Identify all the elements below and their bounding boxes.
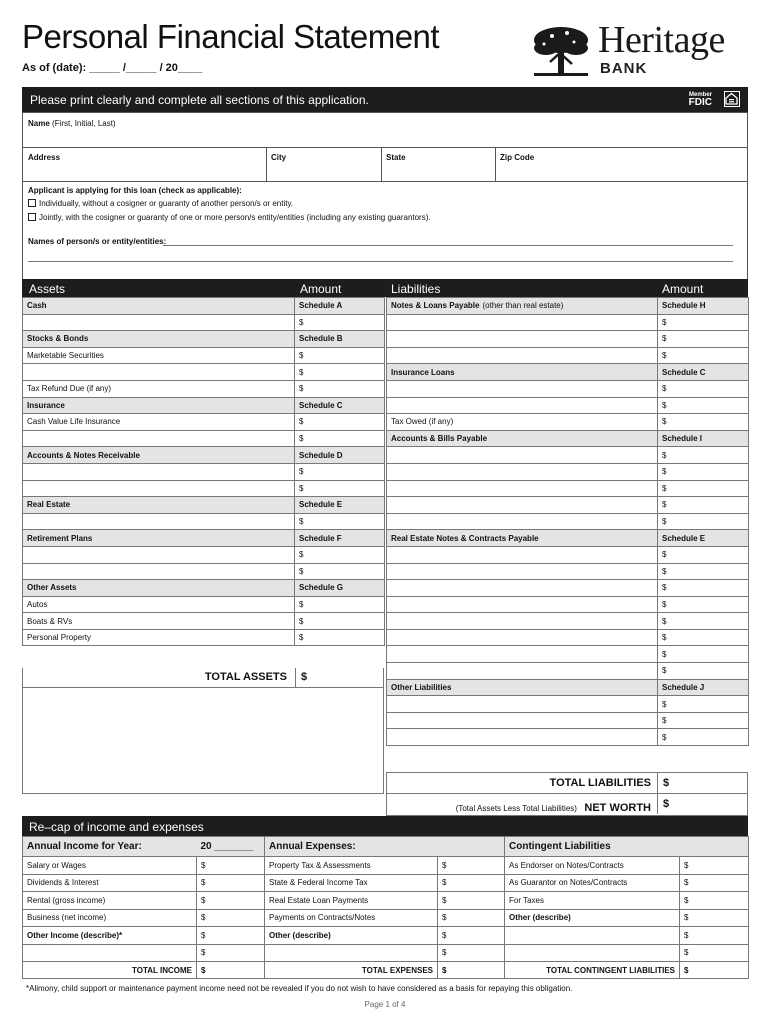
liability-amount: Schedule C bbox=[658, 364, 749, 381]
income-amount[interactable]: $ bbox=[197, 944, 265, 962]
banner-text: Please print clearly and complete all sections of this application. bbox=[30, 93, 369, 107]
recap-row bbox=[23, 892, 749, 910]
asset-label bbox=[23, 513, 295, 530]
asset-label: Accounts & Notes Receivable bbox=[23, 447, 295, 464]
income-amount[interactable]: $ bbox=[197, 892, 265, 910]
liability-amount[interactable]: $ bbox=[658, 663, 749, 680]
net-worth-heading: NET WORTH bbox=[584, 802, 651, 814]
liability-row bbox=[387, 480, 749, 497]
liability-label bbox=[387, 497, 658, 514]
liability-label bbox=[387, 646, 658, 663]
net-worth-label bbox=[456, 798, 651, 816]
asset-amount[interactable]: $ bbox=[295, 480, 385, 497]
address-field[interactable]: Address bbox=[28, 153, 61, 162]
liability-amount[interactable]: $ bbox=[658, 497, 749, 514]
asset-row bbox=[23, 463, 385, 480]
total-assets-row bbox=[22, 668, 384, 688]
income-label: Salary or Wages bbox=[23, 857, 197, 875]
footnote: *Alimony, child support or maintenance payment income need not be revealed if you do not wish to have considered as a basis for repaying this obligation. bbox=[26, 984, 573, 993]
liability-row bbox=[387, 679, 749, 696]
asset-row bbox=[23, 530, 385, 547]
liability-amount[interactable]: $ bbox=[658, 712, 749, 729]
recap-row bbox=[23, 857, 749, 875]
page-number: Page 1 of 4 bbox=[364, 1000, 406, 1009]
applicant-section bbox=[22, 112, 748, 280]
contingent-amount[interactable]: $ bbox=[680, 892, 749, 910]
liability-row bbox=[387, 530, 749, 547]
liability-row bbox=[387, 513, 749, 530]
liability-row bbox=[387, 712, 749, 729]
liability-row bbox=[387, 430, 749, 447]
liability-amount: Schedule H bbox=[658, 298, 749, 315]
liability-amount[interactable]: $ bbox=[658, 414, 749, 431]
asset-amount[interactable]: $ bbox=[295, 513, 385, 530]
liabilities-table bbox=[386, 297, 749, 746]
asset-row bbox=[23, 629, 385, 646]
asset-amount[interactable]: $ bbox=[295, 380, 385, 397]
liability-label bbox=[387, 712, 658, 729]
expense-amount[interactable]: $ bbox=[438, 857, 505, 875]
option-individual-label: Individually, without a cosigner or guaranty of another person/s or entity. bbox=[39, 199, 294, 208]
assets-blank-area bbox=[22, 688, 384, 794]
liability-row bbox=[387, 646, 749, 663]
liability-amount[interactable]: $ bbox=[658, 646, 749, 663]
liability-amount[interactable]: $ bbox=[658, 729, 749, 746]
liability-amount: Schedule I bbox=[658, 430, 749, 447]
total-assets-value[interactable]: $ bbox=[301, 671, 308, 683]
contingent-amount[interactable]: $ bbox=[680, 857, 749, 875]
liabilities-amount-heading: Amount bbox=[662, 282, 704, 296]
recap-row bbox=[23, 944, 749, 962]
contingent-label: As Endorser on Notes/Contracts bbox=[505, 857, 680, 875]
balance-header bbox=[22, 279, 748, 297]
names-line[interactable] bbox=[163, 245, 733, 246]
total-liabilities-value[interactable]: $ bbox=[663, 777, 670, 789]
liability-label bbox=[387, 729, 658, 746]
total-income-value[interactable]: $ bbox=[197, 962, 265, 979]
asset-amount[interactable]: $ bbox=[295, 314, 385, 331]
liability-row bbox=[387, 364, 749, 381]
liability-amount: Schedule J bbox=[658, 679, 749, 696]
liability-amount[interactable]: $ bbox=[658, 480, 749, 497]
liability-row bbox=[387, 580, 749, 597]
asset-row bbox=[23, 497, 385, 514]
asset-amount: Schedule C bbox=[295, 397, 385, 414]
liability-row bbox=[387, 696, 749, 713]
liability-amount[interactable]: $ bbox=[658, 331, 749, 348]
income-heading: Annual Income for Year: bbox=[23, 837, 197, 857]
asset-row bbox=[23, 613, 385, 630]
expense-label: Payments on Contracts/Notes bbox=[265, 909, 438, 927]
liability-label-text: Other Liabilities bbox=[391, 682, 452, 692]
income-label: Rental (gross income) bbox=[23, 892, 197, 910]
asset-amount[interactable]: $ bbox=[295, 463, 385, 480]
asset-amount: Schedule G bbox=[295, 580, 385, 597]
liability-row bbox=[387, 629, 749, 646]
tree-icon bbox=[532, 22, 590, 78]
asset-label: Autos bbox=[23, 596, 295, 613]
asset-row bbox=[23, 580, 385, 597]
income-label: Business (net income) bbox=[23, 909, 197, 927]
asset-label: Insurance bbox=[23, 397, 295, 414]
income-amount[interactable]: $ bbox=[197, 909, 265, 927]
liability-row bbox=[387, 298, 749, 315]
liability-label bbox=[387, 480, 658, 497]
asset-label: Boats & RVs bbox=[23, 613, 295, 630]
net-worth-row bbox=[386, 794, 748, 816]
liability-row bbox=[387, 497, 749, 514]
names-line-2[interactable] bbox=[28, 261, 733, 262]
net-worth-note: (Total Assets Less Total Liabilities) bbox=[455, 804, 577, 813]
asset-row bbox=[23, 331, 385, 348]
liability-label bbox=[387, 563, 658, 580]
asset-label: Tax Refund Due (if any) bbox=[23, 380, 295, 397]
asset-label bbox=[23, 430, 295, 447]
liability-label bbox=[387, 331, 658, 348]
liability-label bbox=[387, 663, 658, 680]
liability-row bbox=[387, 596, 749, 613]
recap-header bbox=[22, 816, 748, 836]
expense-label: State & Federal Income Tax bbox=[265, 874, 438, 892]
expense-amount[interactable]: $ bbox=[438, 927, 505, 945]
liability-amount[interactable]: $ bbox=[658, 613, 749, 630]
assets-amount-heading: Amount bbox=[300, 282, 342, 296]
liability-label-text: Accounts & Bills Payable bbox=[391, 434, 488, 444]
liability-row bbox=[387, 546, 749, 563]
asset-label: Cash bbox=[23, 298, 295, 315]
income-label bbox=[23, 944, 197, 962]
contingent-amount[interactable]: $ bbox=[680, 944, 749, 962]
liability-label bbox=[387, 629, 658, 646]
liability-row bbox=[387, 331, 749, 348]
asset-label bbox=[23, 546, 295, 563]
names-label: Names of person/s or entity/entities: bbox=[28, 237, 167, 246]
liability-label bbox=[387, 347, 658, 364]
expense-label: Real Estate Loan Payments bbox=[265, 892, 438, 910]
liability-label bbox=[387, 364, 658, 381]
liability-row bbox=[387, 729, 749, 746]
recap-row bbox=[23, 909, 749, 927]
name-hint: (First, Initial, Last) bbox=[52, 119, 116, 128]
income-label: Other Income (describe)* bbox=[23, 927, 197, 945]
liability-amount[interactable]: $ bbox=[658, 347, 749, 364]
asset-row bbox=[23, 298, 385, 315]
liability-label bbox=[387, 447, 658, 464]
asset-amount: Schedule A bbox=[295, 298, 385, 315]
net-worth-value[interactable]: $ bbox=[663, 798, 670, 810]
income-year[interactable]: 20 _______ bbox=[197, 837, 265, 857]
asset-amount[interactable]: $ bbox=[295, 546, 385, 563]
recap-row bbox=[23, 874, 749, 892]
contingent-amount[interactable]: $ bbox=[680, 874, 749, 892]
option-joint[interactable] bbox=[28, 213, 431, 222]
asset-amount: Schedule F bbox=[295, 530, 385, 547]
applying-label: Applicant is applying for this loan (check as applicable): bbox=[28, 186, 242, 195]
liability-amount[interactable]: $ bbox=[658, 314, 749, 331]
liability-row bbox=[387, 380, 749, 397]
name-label: Name bbox=[28, 119, 50, 128]
liability-label bbox=[387, 679, 658, 696]
zip-field[interactable]: Zip Code bbox=[500, 153, 535, 162]
recap-title: Re–cap of income and expenses bbox=[29, 820, 204, 834]
contingent-label bbox=[505, 944, 680, 962]
liability-label bbox=[387, 397, 658, 414]
liability-row bbox=[387, 563, 749, 580]
asset-label: Personal Property bbox=[23, 629, 295, 646]
contingent-heading: Contingent Liabilities bbox=[505, 837, 749, 857]
asset-amount[interactable]: $ bbox=[295, 347, 385, 364]
checkbox-icon[interactable] bbox=[28, 199, 36, 207]
total-assets-label: TOTAL ASSETS bbox=[204, 671, 287, 683]
asset-label bbox=[23, 463, 295, 480]
income-amount[interactable]: $ bbox=[197, 857, 265, 875]
total-contingent-value[interactable]: $ bbox=[680, 962, 749, 979]
liability-label bbox=[387, 580, 658, 597]
liability-amount[interactable]: $ bbox=[658, 696, 749, 713]
fdic-badge bbox=[689, 91, 712, 107]
asset-amount[interactable]: $ bbox=[295, 430, 385, 447]
asset-amount[interactable]: $ bbox=[295, 414, 385, 431]
liability-row bbox=[387, 663, 749, 680]
asset-row bbox=[23, 414, 385, 431]
liability-amount[interactable]: $ bbox=[658, 580, 749, 597]
asset-label: Stocks & Bonds bbox=[23, 331, 295, 348]
liability-amount[interactable]: $ bbox=[658, 546, 749, 563]
logo-name: Heritage bbox=[598, 19, 725, 61]
asset-row bbox=[23, 380, 385, 397]
liability-row bbox=[387, 347, 749, 364]
liability-amount[interactable]: $ bbox=[658, 596, 749, 613]
asset-row bbox=[23, 480, 385, 497]
state-field[interactable]: State bbox=[386, 153, 406, 162]
expense-amount[interactable]: $ bbox=[438, 874, 505, 892]
total-contingent-label: TOTAL CONTINGENT LIABILITIES bbox=[505, 962, 680, 979]
liability-row bbox=[387, 397, 749, 414]
expense-label: Property Tax & Assessments bbox=[265, 857, 438, 875]
liability-label-text: Insurance Loans bbox=[391, 367, 455, 377]
asset-amount[interactable]: $ bbox=[295, 629, 385, 646]
equal-housing-icon bbox=[724, 91, 740, 107]
liability-label bbox=[387, 414, 658, 431]
liability-amount[interactable]: $ bbox=[658, 563, 749, 580]
contingent-label: Other (describe) bbox=[505, 909, 680, 927]
fdic-member-text: Member bbox=[688, 92, 712, 98]
expense-amount[interactable]: $ bbox=[438, 909, 505, 927]
as-of-date: As of (date): _____ /_____ / 20____ bbox=[22, 62, 203, 74]
total-expenses-label: TOTAL EXPENSES bbox=[265, 962, 438, 979]
asset-label bbox=[23, 314, 295, 331]
total-liabilities-label: TOTAL LIABILITIES bbox=[549, 777, 651, 789]
liability-label bbox=[387, 546, 658, 563]
liability-label bbox=[387, 430, 658, 447]
liability-hint: (other than real estate) bbox=[482, 301, 564, 311]
liability-amount[interactable]: $ bbox=[658, 463, 749, 480]
liability-label bbox=[387, 613, 658, 630]
liability-label bbox=[387, 298, 658, 315]
expense-label bbox=[265, 944, 438, 962]
liability-label bbox=[387, 463, 658, 480]
checkbox-icon[interactable] bbox=[28, 213, 36, 221]
recap-row bbox=[23, 927, 749, 945]
recap-totals-row bbox=[23, 962, 749, 979]
liability-row bbox=[387, 613, 749, 630]
income-amount[interactable]: $ bbox=[197, 927, 265, 945]
asset-amount: Schedule B bbox=[295, 331, 385, 348]
asset-amount[interactable]: $ bbox=[295, 364, 385, 381]
asset-label: Cash Value Life Insurance bbox=[23, 414, 295, 431]
liability-label bbox=[387, 513, 658, 530]
assets-table bbox=[22, 297, 385, 646]
asset-label: Other Assets bbox=[23, 580, 295, 597]
logo-sub: BANK bbox=[600, 60, 648, 77]
liability-row bbox=[387, 414, 749, 431]
liability-amount[interactable]: $ bbox=[658, 447, 749, 464]
asset-label: Retirement Plans bbox=[23, 530, 295, 547]
income-label: Dividends & Interest bbox=[23, 874, 197, 892]
asset-row bbox=[23, 546, 385, 563]
asset-amount[interactable]: $ bbox=[295, 596, 385, 613]
liability-amount[interactable]: $ bbox=[658, 513, 749, 530]
asset-row bbox=[23, 430, 385, 447]
contingent-label bbox=[505, 927, 680, 945]
page-title: Personal Financial Statement bbox=[22, 18, 440, 55]
fdic-text: FDIC bbox=[688, 97, 712, 108]
city-field[interactable]: City bbox=[271, 153, 287, 162]
asset-amount: Schedule E bbox=[295, 497, 385, 514]
total-expenses-value[interactable]: $ bbox=[438, 962, 505, 979]
asset-label: Real Estate bbox=[23, 497, 295, 514]
heritage-bank-logo bbox=[532, 18, 752, 78]
instructions-banner bbox=[22, 87, 748, 112]
liability-label bbox=[387, 596, 658, 613]
liability-label bbox=[387, 696, 658, 713]
income-amount[interactable]: $ bbox=[197, 874, 265, 892]
recap-table bbox=[22, 836, 749, 979]
liability-label-text: Real Estate Notes & Contracts Payable bbox=[391, 533, 539, 543]
contingent-label: For Taxes bbox=[505, 892, 680, 910]
option-joint-label: Jointly, with the cosigner or guaranty of one or more person/s entity/entities (including any existing guarantors). bbox=[39, 213, 431, 222]
asset-amount[interactable]: $ bbox=[295, 563, 385, 580]
option-individual[interactable] bbox=[28, 199, 293, 208]
liability-amount[interactable]: $ bbox=[658, 380, 749, 397]
liability-amount[interactable]: $ bbox=[658, 629, 749, 646]
liability-label bbox=[387, 380, 658, 397]
asset-row bbox=[23, 364, 385, 381]
liability-row bbox=[387, 463, 749, 480]
liability-row bbox=[387, 314, 749, 331]
contingent-amount[interactable]: $ bbox=[680, 927, 749, 945]
asset-row bbox=[23, 513, 385, 530]
asset-row bbox=[23, 397, 385, 414]
expense-amount[interactable]: $ bbox=[438, 944, 505, 962]
asset-row bbox=[23, 447, 385, 464]
asset-label bbox=[23, 480, 295, 497]
total-liabilities-row bbox=[386, 772, 748, 794]
asset-row bbox=[23, 347, 385, 364]
asset-label: Marketable Securities bbox=[23, 347, 295, 364]
expenses-heading: Annual Expenses: bbox=[265, 837, 505, 857]
liabilities-heading: Liabilities bbox=[391, 282, 441, 296]
asset-row bbox=[23, 314, 385, 331]
expense-amount[interactable]: $ bbox=[438, 892, 505, 910]
liability-label bbox=[387, 530, 658, 547]
liability-row bbox=[387, 447, 749, 464]
asset-label bbox=[23, 364, 295, 381]
assets-heading: Assets bbox=[29, 282, 66, 296]
liability-label bbox=[387, 314, 658, 331]
contingent-amount[interactable]: $ bbox=[680, 909, 749, 927]
asset-row bbox=[23, 596, 385, 613]
liability-label-text: Notes & Loans Payable bbox=[391, 301, 480, 311]
name-field[interactable] bbox=[28, 119, 116, 128]
asset-row bbox=[23, 563, 385, 580]
asset-amount[interactable]: $ bbox=[295, 613, 385, 630]
expense-label: Other (describe) bbox=[265, 927, 438, 945]
contingent-label: As Guarantor on Notes/Contracts bbox=[505, 874, 680, 892]
liability-label-text: Tax Owed (if any) bbox=[391, 417, 454, 427]
liability-amount[interactable]: $ bbox=[658, 397, 749, 414]
total-income-label: TOTAL INCOME bbox=[23, 962, 197, 979]
asset-amount: Schedule D bbox=[295, 447, 385, 464]
asset-label bbox=[23, 563, 295, 580]
liability-amount: Schedule E bbox=[658, 530, 749, 547]
